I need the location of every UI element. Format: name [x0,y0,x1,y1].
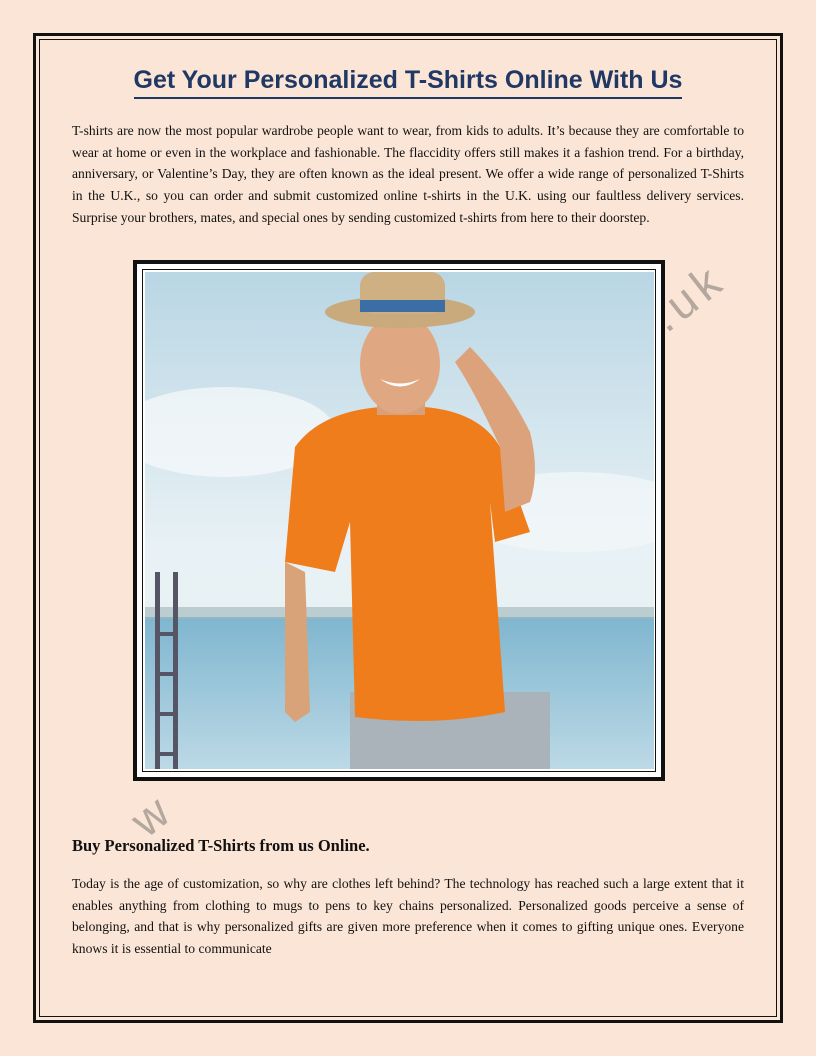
section-paragraph: Today is the age of customization, so why are clothes left behind? The technology has reached such a large extent that it enables anything from clothing to mugs to pens to key chains personalized. Personalized goods perceive a sense of belonging, and that is why personalized gifts are given more preference when it comes to gifting unique ones. Everyone knows it is essential to communicate [72,876,744,957]
watermark-right: .uk [640,251,736,342]
man-in-orange-tshirt-photo [145,272,654,769]
section-heading: Buy Personalized T-Shirts from us Online. [72,836,370,855]
intro-paragraph: T-shirts are now the most popular wardrobe people want to wear, from kids to adults. It’s because they are comfortable to wear at home or even in the workplace and fashionable. The flaccidity offers still makes it a fashion trend. For a birthday, anniversary, or Valentine’s Day, they are often known as the ideal present. We offer a wide range of personalized T-Shirts in the U.K., so you can order and submit customized online t-shirts in the U.K. using our faultless delivery services. Surprise your brothers, mates, and special ones by sending customized t-shirts from here to their doorstep. [72,123,744,225]
photo-illustration [145,272,654,769]
watermark-left: w [120,781,184,847]
page-title-text: Get Your Personalized T-Shirts Online With Us [134,66,683,99]
page-title [0,66,816,99]
